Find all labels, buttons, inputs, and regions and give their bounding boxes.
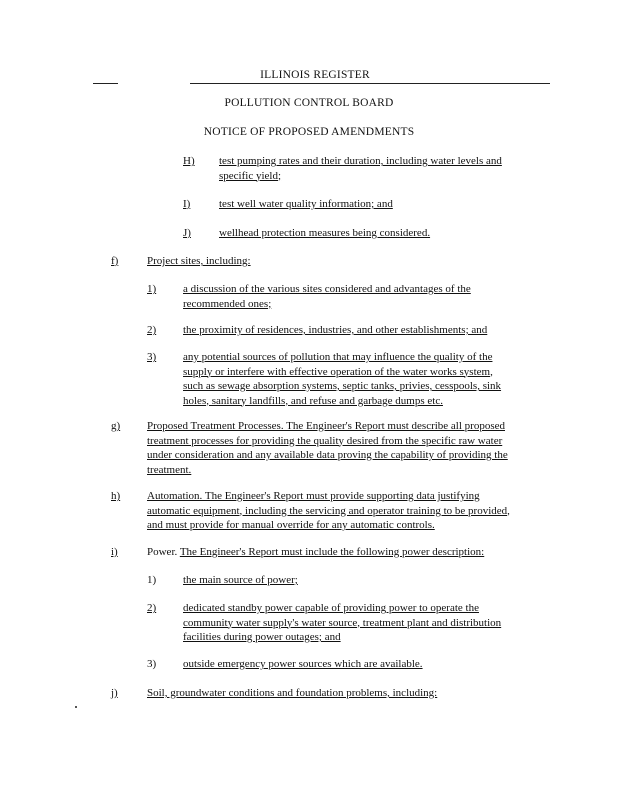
header-rule-left <box>93 83 118 84</box>
item-i1-text: the main source of power; <box>183 574 298 586</box>
item-J-label: J) <box>183 227 191 239</box>
item-f1-text: a discussion of the various sites considered and advantages of the recommended ones; <box>183 283 471 310</box>
item-i2-text: dedicated standby power capable of providing power to operate the community water supply's water source, treatment plant and distribution facilities during power outages; and <box>183 602 502 643</box>
item-H-text: test pumping rates and their duration, including water levels and specific yield; <box>219 155 502 182</box>
board-title: POLLUTION CONTROL BOARD <box>224 97 394 109</box>
item-H-label: H) <box>183 155 195 167</box>
item-f1-label: 1) <box>147 283 157 295</box>
item-i3-label: 3) <box>147 658 157 670</box>
item-i-label: i) <box>111 546 118 558</box>
item-g-text: Proposed Treatment Processes. The Engineer's Report must describe all proposed treatment processes for providing the quality desired from the specific raw water under consideration and any available data proving the capability of providing the treatment. <box>147 420 508 476</box>
item-f3-text: any potential sources of pollution that may influence the quality of the supply or interfere with effective operation of the water works system, such as sewage absorption systems, septic tanks, privies, cesspools, sink holes, sanitary landfills, and refuse and garbage dumps etc. <box>183 351 502 407</box>
item-j-text: Soil, groundwater conditions and foundation problems, including: <box>147 687 438 699</box>
item-i2-label: 2) <box>147 602 157 614</box>
item-I-text: test well water quality information; and <box>219 198 393 210</box>
notice-title: NOTICE OF PROPOSED AMENDMENTS <box>203 126 415 138</box>
scan-speck <box>75 706 77 708</box>
item-f3-label: 3) <box>147 351 157 363</box>
item-f2-label: 2) <box>147 324 157 336</box>
header-rule <box>190 83 550 84</box>
item-I-label: I) <box>183 198 191 210</box>
item-f-text: Project sites, including: <box>147 255 251 267</box>
register-title: ILLINOIS REGISTER <box>260 69 370 81</box>
item-h-text: Automation. The Engineer's Report must provide supporting data justifying automatic equipment, including the servicing and operator training to be provided, and must provide for manual override for any automatic controls. <box>147 490 510 531</box>
item-f-label: f) <box>111 255 119 267</box>
item-g-label: g) <box>111 420 121 432</box>
item-j-label: j) <box>111 687 118 699</box>
item-i3-text: outside emergency power sources which are available. <box>183 658 423 670</box>
item-f2-text: the proximity of residences, industries, and other establishments; and <box>183 324 488 336</box>
item-i-text: Power. The Engineer's Report must include the following power description: <box>147 546 485 558</box>
item-i1-label: 1) <box>147 574 157 586</box>
item-h-label: h) <box>111 490 121 502</box>
item-J-text: wellhead protection measures being considered. <box>219 227 431 239</box>
